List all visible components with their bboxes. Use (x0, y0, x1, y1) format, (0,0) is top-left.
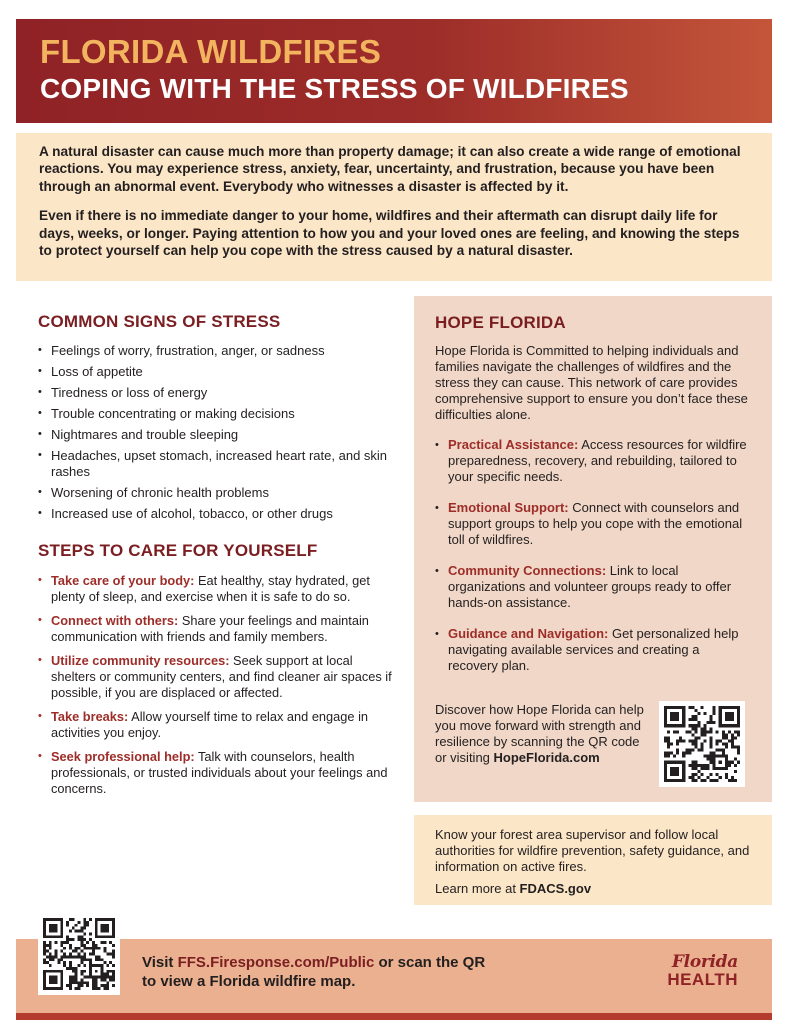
signs-title: COMMON SIGNS OF STRESS (38, 312, 281, 331)
list-item: • Increased use of alcohol, tobacco, or other drugs (38, 506, 398, 522)
fdacs-link[interactable]: FDACS.gov (519, 881, 592, 896)
list-item (38, 749, 398, 796)
item-text: Share your feelings and maintain communication with friends and family members. (51, 613, 369, 644)
list-item (435, 563, 750, 611)
footer-cta (142, 953, 502, 991)
list-item (435, 500, 750, 548)
item-lead: Take care of your body: (51, 573, 195, 588)
list-item (38, 709, 398, 740)
item-text: Get personalized help navigating available services and creating a recovery plan. (448, 626, 739, 673)
florida-health-logo (667, 953, 738, 989)
hope-qr-code[interactable] (659, 701, 745, 787)
list-item (435, 626, 750, 674)
visit-suffix: or scan the QR to view a Florida wildfire map. (142, 954, 486, 990)
wildfire-map-qr-code[interactable] (38, 913, 120, 995)
hope-title: HOPE FLORIDA (435, 313, 566, 332)
fdacs-text: Know your forest area supervisor and follow local authorities for wildfire prevention, safety guidance, and information on active fires. (435, 827, 750, 874)
firesponse-link[interactable]: FFS.Firesponse.com/Public (177, 954, 375, 971)
hope-discover-text (435, 702, 650, 766)
signs-list (38, 343, 398, 521)
discover-text: Discover how Hope Florida can help you move forward with strength and resilience by scanning the QR code or visiting (435, 702, 644, 765)
page-title: FLORIDA WILDFIRES (40, 33, 382, 70)
visit-prefix: Visit (142, 954, 178, 971)
item-text: Eat healthy, stay hydrated, get plenty of sleep, and exercise when it is safe to do so. (51, 573, 370, 604)
list-item: • Tiredness or loss of energy (38, 385, 398, 401)
fdacs-learn-more (435, 881, 750, 897)
list-item: • Headaches, upset stomach, increased heart rate, and skin rashes (38, 448, 398, 479)
list-item: • Nightmares and trouble sleeping (38, 427, 398, 443)
item-lead: Seek professional help: (51, 749, 195, 765)
list-item (38, 573, 398, 604)
item-lead: Practical Assistance: (448, 437, 579, 452)
item-text: Talk with counselors, health professionals, or trusted individuals about your feelings and concerns. (51, 749, 388, 796)
list-item (38, 653, 398, 700)
intro-paragraph-1: A natural disaster can cause much more than property damage; it can also create a wide range of emotional reactions. You may experience stress, anxiety, fear, uncertainty, and frustration, because you have been through an abnormal event. Everybody who witnesses a disaster is affected by it. (39, 144, 741, 194)
steps-list (38, 573, 398, 796)
item-text: Access resources for wildfire preparedness, recovery, and rebuilding, tailored to your specific needs. (448, 437, 747, 484)
list-item: • Loss of appetite (38, 364, 398, 380)
footer-bar (16, 1013, 772, 1020)
hope-description: Hope Florida is Committed to helping individuals and families navigate the challenges of wildfires and the stress they can cause. This network of care provides comprehensive support to ensure you don’t face these difficulties alone. (435, 343, 748, 422)
logo-line-2: HEALTH (667, 970, 738, 989)
item-lead: Take breaks: (51, 709, 129, 725)
learn-prefix: Learn more at (435, 881, 520, 896)
hope-florida-box (414, 296, 772, 802)
item-lead: Connect with others: (51, 613, 179, 629)
item-lead: Community Connections: (448, 563, 607, 578)
list-item (38, 613, 398, 644)
logo-line-1: Florida (671, 952, 738, 972)
list-item: • Worsening of chronic health problems (38, 485, 398, 501)
hope-florida-link[interactable]: HopeFlorida.com (493, 750, 600, 765)
list-item (435, 437, 750, 485)
list-item: • Feelings of worry, frustration, anger, or sadness (38, 343, 398, 359)
qr-code-icon (664, 706, 740, 782)
item-lead: Emotional Support: (448, 500, 569, 515)
steps-title: STEPS TO CARE FOR YOURSELF (38, 541, 318, 560)
item-text: Allow yourself time to relax and engage in activities you enjoy. (51, 709, 369, 740)
fdacs-box (414, 815, 772, 905)
item-text: Connect with counselors and support groups to help you cope with the emotional toll of wildfires. (448, 500, 743, 547)
page-header (16, 19, 772, 123)
item-text: Seek support at local shelters or community centers, and find cleaner air spaces if possible, if you are displaced or affected. (51, 653, 392, 700)
item-lead: Utilize community resources: (51, 653, 230, 669)
item-lead: Guidance and Navigation: (448, 626, 609, 641)
page-subtitle: COPING WITH THE STRESS OF WILDFIRES (40, 73, 629, 104)
intro-paragraph-2: Even if there is no immediate danger to your home, wildfires and their aftermath can disrupt daily life for days, weeks, or longer. Paying attention to how you and your loved ones are feeling, and knowing the steps to protect yourself can help you cope with the stress caused by a natural disaster. (39, 208, 740, 259)
list-item: • Trouble concentrating or making decisions (38, 406, 398, 422)
hope-list (435, 437, 750, 674)
item-text: Link to local organizations and volunteer groups ready to offer hands-on assistance. (448, 563, 732, 610)
intro-box (16, 133, 772, 281)
footer-band (16, 939, 772, 1013)
left-column (38, 312, 398, 805)
qr-code-icon (43, 918, 115, 990)
